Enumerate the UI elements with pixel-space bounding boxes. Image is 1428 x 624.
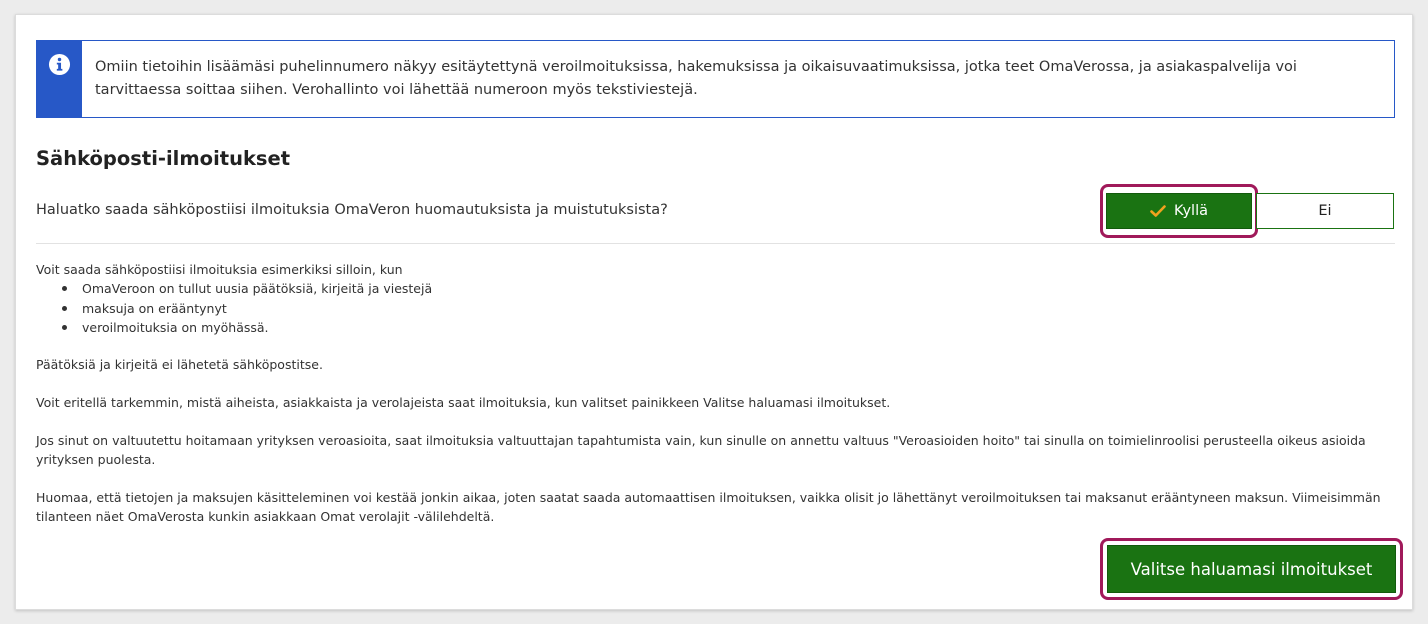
email-notifications-card: [15, 14, 1413, 610]
checkmark-icon: [1150, 204, 1166, 218]
info-icon: [48, 53, 71, 76]
no-email-decisions-text: Päätöksiä ja kirjeitä ei lähetetä sähköpostitse.: [36, 357, 323, 372]
section-title: Sähköposti-ilmoitukset: [36, 147, 291, 170]
info-text: Omiin tietoihin lisäämäsi puhelinnumero näkyy esitäytettynä veroilmoituksissa, hakemuksissa ja oikaisuvaatimuksissa, jotka teet OmaVerossa, ja asiakaspalvelija voi tarvittaessa soittaa siihen. Verohallinto voi lähettää numeroon myös tekstiviestejä.: [95, 59, 1297, 98]
bullet-list: [60, 279, 432, 338]
notification-question: Haluatko saada sähköpostiisi ilmoituksia OmaVeron huomautuksista ja muistutuksista?: [36, 202, 668, 218]
list-item: OmaVeroon on tullut uusia päätöksiä, kirjeitä ja viestejä: [60, 279, 432, 299]
list-item: veroilmoituksia on myöhässä.: [60, 318, 432, 338]
info-notice: [36, 40, 1395, 118]
authorization-text: Jos sinut on valtuutettu hoitamaan yrityksen veroasioita, saat ilmoituksia valtuuttajan tapahtumista vain, kun sinulle on annettu valtuus "Veroasioiden hoito" tai sinulla on toimielinroolisi perusteella oikeus asioida yrityksen puolesta.: [36, 433, 1366, 467]
select-notifications-button[interactable]: [1107, 545, 1396, 593]
list-item: maksuja on erääntynyt: [60, 299, 432, 319]
divider: [36, 243, 1395, 244]
processing-delay-text: Huomaa, että tietojen ja maksujen käsitteleminen voi kestää jonkin aikaa, joten saatat saada automaattisen ilmoituksen, vaikka olisit jo lähettänyt veroilmoituksen tai maksanut erääntyneen maksun. Viimeisimmän tilanteen näet OmaVerosta kunkin asiakkaan Omat verolajit -välilehdeltä.: [36, 490, 1381, 524]
no-button[interactable]: [1256, 193, 1394, 229]
specify-topics-text: Voit eritellä tarkemmin, mistä aiheista, asiakkaista ja verolajeista saat ilmoituksia, kun valitset painikkeen Valitse haluamasi ilmoitukset.: [36, 395, 891, 410]
yes-button[interactable]: [1106, 193, 1252, 229]
info-strip: [37, 41, 82, 117]
intro-text: Voit saada sähköpostiisi ilmoituksia esimerkiksi silloin, kun: [36, 262, 403, 277]
yes-button-label: Kyllä: [1174, 203, 1208, 219]
no-button-label: Ei: [1318, 203, 1332, 219]
select-notifications-label: Valitse haluamasi ilmoitukset: [1130, 559, 1373, 579]
